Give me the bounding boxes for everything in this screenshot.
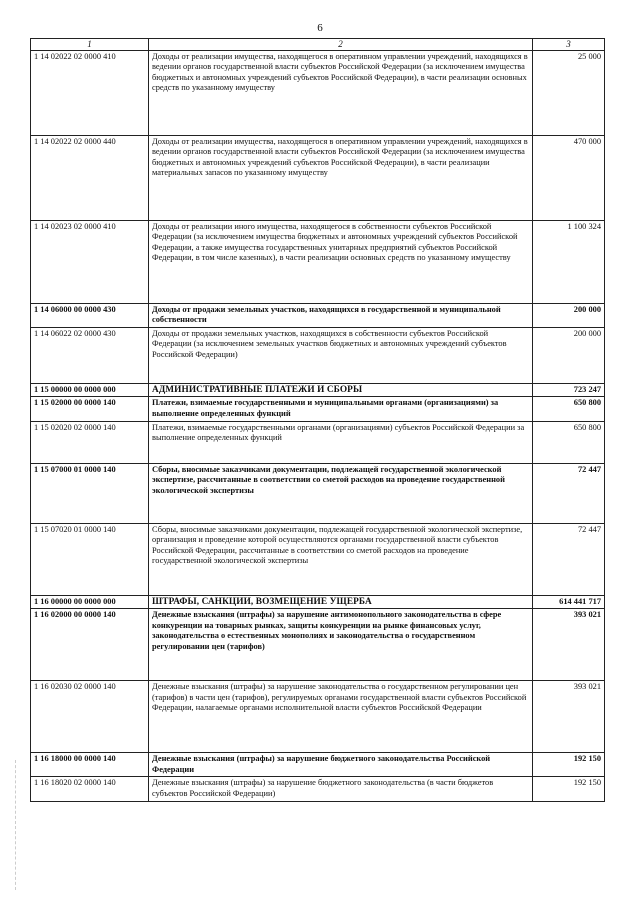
- table-header-row: [31, 39, 605, 51]
- row-name: Доходы от продажи земельных участков, находящихся в государственной и муниципальной собственности: [149, 303, 533, 327]
- row-amount: 470 000: [533, 135, 605, 220]
- row-amount: 72 447: [533, 523, 605, 595]
- row-amount: 200 000: [533, 327, 605, 383]
- row-code: 1 14 06000 00 0000 430: [31, 303, 149, 327]
- row-amount: 72 447: [533, 463, 605, 523]
- row-name: Сборы, вносимые заказчиками документации, подлежащей государственной экологической экспертизе, рассчитанные в соответствии со сметой расходов на проведение государственной экологической экспертизы: [149, 463, 533, 523]
- row-name: Доходы от продажи земельных участков, находящихся в собственности субъектов Российской Федерации (за исключением земельных участков бюджетных и автономных учреждений субъектов Российской Федерации): [149, 327, 533, 383]
- row-code: 1 14 02022 02 0000 410: [31, 50, 149, 135]
- table-row: [31, 50, 605, 135]
- scan-margin-line: [15, 760, 17, 890]
- table-row: [31, 421, 605, 463]
- table-row: [31, 595, 605, 609]
- column-header-code: 1: [31, 39, 149, 51]
- table-row: [31, 327, 605, 383]
- row-name: Денежные взыскания (штрафы) за нарушение бюджетного законодательства Российской Федерации: [149, 753, 533, 777]
- table-row: [31, 753, 605, 777]
- row-code: 1 14 02023 02 0000 410: [31, 220, 149, 303]
- page-number: 6: [317, 22, 323, 34]
- table-row: [31, 523, 605, 595]
- row-name: Платежи, взимаемые государственными органами (организациями) субъектов Российской Федерации за выполнение определенных функций: [149, 421, 533, 463]
- table-row: [31, 135, 605, 220]
- row-amount: 393 021: [533, 681, 605, 753]
- row-amount: 393 021: [533, 609, 605, 681]
- column-header-name: 2: [149, 39, 533, 51]
- row-code: 1 16 18020 02 0000 140: [31, 777, 149, 801]
- row-code: 1 15 00000 00 0000 000: [31, 383, 149, 397]
- row-amount: 650 800: [533, 421, 605, 463]
- row-amount: 192 150: [533, 777, 605, 801]
- row-amount: 192 150: [533, 753, 605, 777]
- row-name: Доходы от реализации иного имущества, находящегося в собственности субъектов Российской Федерации (за исключением имущества бюджетных и автономных учреждений субъектов Российской Федерации, а также имущества государственных унитарных предприятий субъектов Российской Федерации, в том числе казенных), в части реализации основных средств по указанному имуществу: [149, 220, 533, 303]
- budget-revenue-table: [30, 38, 605, 802]
- table-row: [31, 463, 605, 523]
- row-name: Сборы, вносимые заказчиками документации, подлежащей государственной экологической экспертизе, организация и проведение которой осуществляются органами государственной власти субъектов Российской Федерации, рассчитанные в соответствии со сметой расходов на проведение государственной экологической экспертизы: [149, 523, 533, 595]
- row-code: 1 15 07000 01 0000 140: [31, 463, 149, 523]
- row-code: 1 16 18000 00 0000 140: [31, 753, 149, 777]
- row-name: Доходы от реализации имущества, находящегося в оперативном управлении учреждений, находящихся в ведении органов государственной власти субъектов Российской Федерации (за исключением имущества бюджетных и автономных учреждений субъектов Российской Федерации), в части реализации основных средств по указанному имуществу: [149, 50, 533, 135]
- row-name: Доходы от реализации имущества, находящегося в оперативном управлении учреждений, находящихся в ведении органов государственной власти субъектов Российской Федерации (за исключением имущества бюджетных и автономных учреждений субъектов Российской Федерации), в части реализации материальных запасов по указанному имуществу: [149, 135, 533, 220]
- table-row: [31, 777, 605, 801]
- row-code: 1 15 07020 01 0000 140: [31, 523, 149, 595]
- row-name: Денежные взыскания (штрафы) за нарушение законодательства о государственном регулировании цен (тарифов) в части цен (тарифов), регулируемых органами государственной власти субъектов Российской Федерации, налагаемые органами исполнительной власти субъектов Российской Федерации: [149, 681, 533, 753]
- column-header-amount: 3: [533, 39, 605, 51]
- row-code: 1 16 02000 00 0000 140: [31, 609, 149, 681]
- row-amount: 723 247: [533, 383, 605, 397]
- table-row: [31, 397, 605, 421]
- row-amount: 25 000: [533, 50, 605, 135]
- table-row: [31, 383, 605, 397]
- row-amount: 614 441 717: [533, 595, 605, 609]
- table-row: [31, 303, 605, 327]
- row-amount: 1 100 324: [533, 220, 605, 303]
- row-name: Платежи, взимаемые государственными и муниципальными органами (организациями) за выполнение определенных функций: [149, 397, 533, 421]
- row-code: 1 15 02000 00 0000 140: [31, 397, 149, 421]
- row-code: 1 16 02030 02 0000 140: [31, 681, 149, 753]
- row-name: Денежные взыскания (штрафы) за нарушение антимонопольного законодательства в сфере конкуренции на товарных рынках, защиты конкуренции на рынке финансовых услуг, законодательства о естественных монополиях и законодательства о государственном регулировании цен (тарифов): [149, 609, 533, 681]
- table-row: [31, 681, 605, 753]
- table-row: [31, 220, 605, 303]
- row-name: ШТРАФЫ, САНКЦИИ, ВОЗМЕЩЕНИЕ УЩЕРБА: [149, 595, 533, 609]
- row-amount: 200 000: [533, 303, 605, 327]
- table-row: [31, 609, 605, 681]
- row-code: 1 14 02022 02 0000 440: [31, 135, 149, 220]
- row-code: 1 16 00000 00 0000 000: [31, 595, 149, 609]
- row-amount: 650 800: [533, 397, 605, 421]
- row-code: 1 15 02020 02 0000 140: [31, 421, 149, 463]
- row-name: Денежные взыскания (штрафы) за нарушение бюджетного законодательства (в части бюджетов субъектов Российской Федерации): [149, 777, 533, 801]
- row-name: АДМИНИСТРАТИВНЫЕ ПЛАТЕЖИ И СБОРЫ: [149, 383, 533, 397]
- row-code: 1 14 06022 02 0000 430: [31, 327, 149, 383]
